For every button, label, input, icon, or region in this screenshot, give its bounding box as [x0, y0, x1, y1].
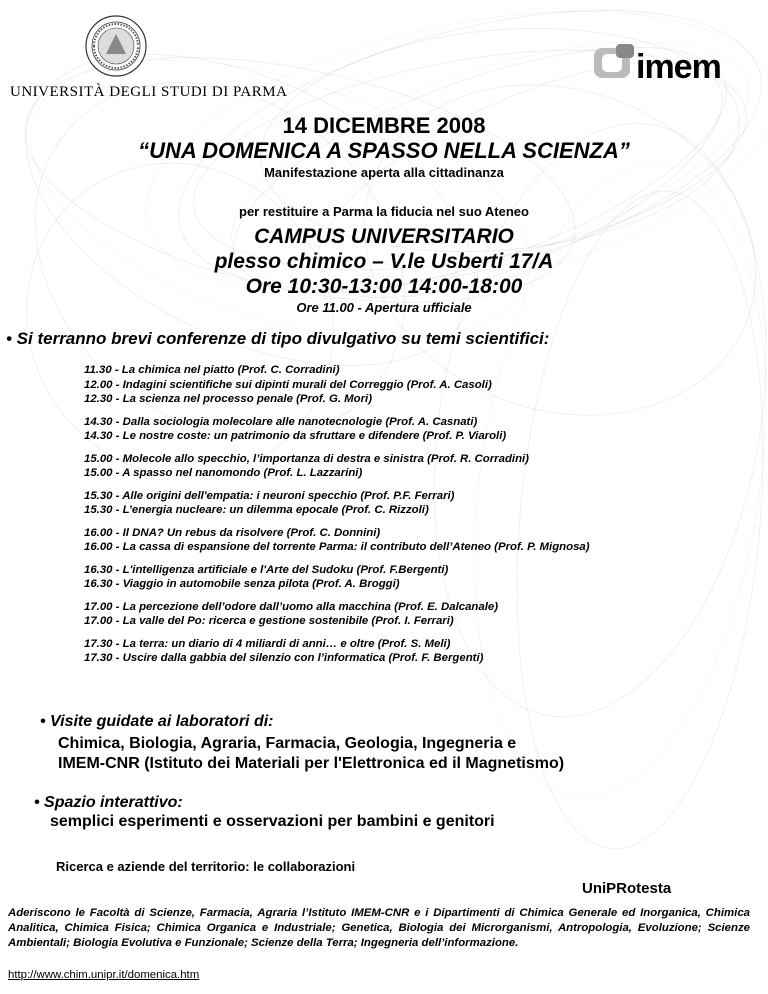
talk-item: 15.30 - Alle origini dell'empatia: i neuroni specchio (Prof. P.F. Ferrari) — [84, 489, 455, 502]
event-title: “UNA DOMENICA A SPASSO NELLA SCIENZA” — [138, 138, 630, 163]
talk-item: 12.30 - La scienza nel processo penale (Prof. G. Mori) — [84, 393, 373, 405]
talk-group — [84, 363, 754, 407]
uniprotesta-label: UniPRotesta — [582, 880, 672, 897]
talk-item: 12.00 - Indagini scientifiche sui dipinti murali del Correggio (Prof. A. Casoli) — [84, 378, 492, 391]
talk-item: 16.00 - La cassa di espansione del torrente Parma: il contributo dell’Ateneo (Prof. P. Mignosa) — [84, 541, 590, 553]
talk-group — [84, 600, 754, 629]
talk-item: 11.30 - La chimica nel piatto (Prof. C. Corradini) — [84, 364, 340, 376]
imem-logo-text: imem — [636, 48, 721, 86]
talk-item: 16.30 - L'intelligenza artificiale e l'Arte del Sudoku (Prof. F.Bergenti) — [84, 563, 449, 576]
talk-item: 16.30 - Viaggio in automobile senza pilota (Prof. A. Broggi) — [84, 578, 400, 590]
talk-item: 17.00 - La percezione dell’odore dall’uomo alla macchina (Prof. E. Dalcanale) — [84, 600, 498, 613]
talk-item: 15.00 - Molecole allo specchio, l’importanza di destra e sinistra (Prof. R. Corradini) — [84, 452, 529, 465]
venue-line-2: plesso chimico – V.le Usberti 17/A — [214, 250, 554, 273]
talk-group — [84, 415, 754, 444]
talk-item: 17.30 - Uscire dalla gabbia del silenzio con l’informatica (Prof. F. Bergenti) — [84, 652, 484, 664]
talk-item: 17.30 - La terra: un diario di 4 miliardi di anni… e oltre (Prof. S. Meli) — [84, 637, 451, 650]
talk-group — [84, 563, 754, 592]
event-venue — [0, 224, 768, 299]
event-link[interactable]: http://www.chim.unipr.it/domenica.htm — [8, 969, 200, 981]
venue-line-1: CAMPUS UNIVERSITARIO — [254, 225, 514, 248]
interactive-space-body: semplici esperimenti e osservazioni per bambini e genitori — [50, 813, 495, 830]
event-subtitle: Manifestazione aperta alla cittadinanza — [264, 165, 504, 180]
talks-list — [84, 363, 754, 674]
conferences-heading: • Si terranno brevi conferenze di tipo divulgativo su temi scientifici: — [6, 329, 550, 348]
event-date: 14 DICEMBRE 2008 — [282, 113, 486, 138]
talk-group — [84, 637, 754, 666]
visits-body — [58, 734, 564, 774]
talk-item: 15.30 - L’energia nucleare: un dilemma epocale (Prof. C. Rizzoli) — [84, 504, 429, 516]
university-name: UNIVERSITÀ DEGLI STUDI DI PARMA — [10, 84, 288, 100]
talk-item: 15.00 - A spasso nel nanomondo (Prof. L. Lazzarini) — [84, 467, 363, 479]
visits-line-1: Chimica, Biologia, Agraria, Farmacia, Geologia, Ingegneria e — [58, 735, 517, 752]
research-note: Ricerca e aziende del territorio: le collaborazioni — [56, 859, 356, 874]
opening-time: Ore 11.00 - Apertura ufficiale — [296, 300, 472, 315]
event-hours: Ore 10:30-13:00 14:00-18:00 — [245, 275, 523, 298]
talk-item: 16.00 - Il DNA? Un rebus da risolvere (Prof. C. Donnini) — [84, 526, 381, 539]
interactive-space-heading: • Spazio interattivo: — [34, 794, 183, 811]
university-seal — [84, 14, 148, 78]
talk-item: 14.30 - Le nostre coste: un patrimonio da sfruttare e difendere (Prof. P. Viaroli) — [84, 430, 507, 442]
talk-item: 17.00 - La valle del Po: ricerca e gestione sostenibile (Prof. I. Ferrari) — [84, 615, 454, 627]
event-purpose: per restituire a Parma la fiducia nel suo Ateneo — [239, 204, 529, 219]
talk-group — [84, 452, 754, 481]
adherents-text: Aderiscono le Facoltà di Scienze, Farmacia, Agraria l’Istituto IMEM-CNR e i Dipartimenti di Chimica Generale ed Inorganica, Chimica Analitica, Chimica Fisica; Chimica Organica e Industriale; Genetica, Biologia dei Microrganismi, Antropologia, Evoluzione; Scienze Ambientali; Biologia Evolutiva e Funzionale; Scienze della Terra; Ingegneria dell’informazione. — [8, 907, 750, 949]
talk-item: 14.30 - Dalla sociologia molecolare alle nanotecnologie (Prof. A. Casnati) — [84, 415, 478, 428]
visits-heading: • Visite guidate ai laboratori di: — [40, 713, 274, 730]
talk-group — [84, 526, 754, 555]
talk-group — [84, 489, 754, 518]
visits-line-2: IMEM-CNR (Istituto dei Materiali per l'Elettronica ed il Magnetismo) — [58, 755, 565, 772]
